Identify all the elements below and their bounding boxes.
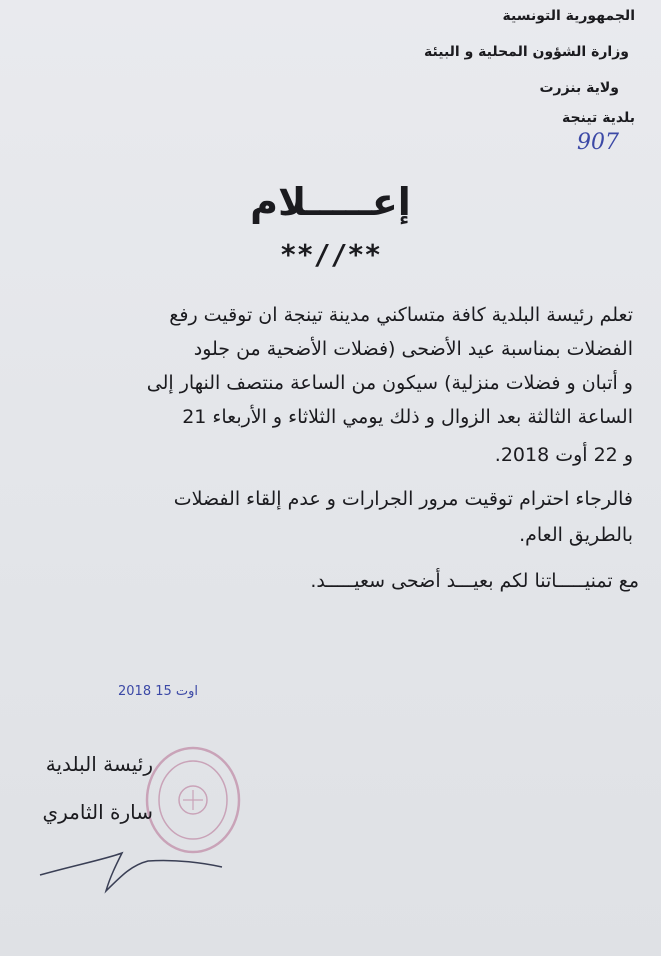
separator: **//** [279,238,382,271]
body-line-7: بالطريق العام. [519,524,633,546]
signature-name: سارة الثامري [42,800,153,824]
handwritten-signature-icon [36,835,226,895]
reference-number: 907 [577,130,619,155]
body-line-1: تعلم رئيسة البلدية كافة متساكني مدينة تينجة ان توقيت رفع [169,304,633,326]
date-stamp: 2018 اوت 15 [118,684,199,699]
header-municipality: بلدية تينجة [562,110,635,126]
header-ministry: وزارة الشؤون المحلية و البيئة [424,44,629,60]
body-line-4: الساعة الثالثة بعد الزوال و ذلك يومي الثلاثاء و الأربعاء 21 [182,406,633,428]
body-line-8: مع تمنيـــــاتنا لكم بعيـــد أضحى سعيـــــد. [310,570,639,592]
header-governorate: ولاية بنزرت [539,80,619,96]
header-republic: الجمهورية التونسية [502,8,635,24]
body-line-2: الفضلات بمناسبة عيد الأضحى (فضلات الأضحية من جلود [193,338,633,360]
signature-title: رئيسة البلدية [45,752,153,776]
body-line-3: و أتبان و فضلات منزلية) سيكون من الساعة منتصف النهار إلى [146,372,633,394]
page-title: إعـــــلام [250,180,411,224]
body-line-5: و 22 أوت 2018. [494,444,633,466]
body-line-6: فالرجاء احترام توقيت مرور الجرارات و عدم إلقاء الفضلات [173,488,633,510]
